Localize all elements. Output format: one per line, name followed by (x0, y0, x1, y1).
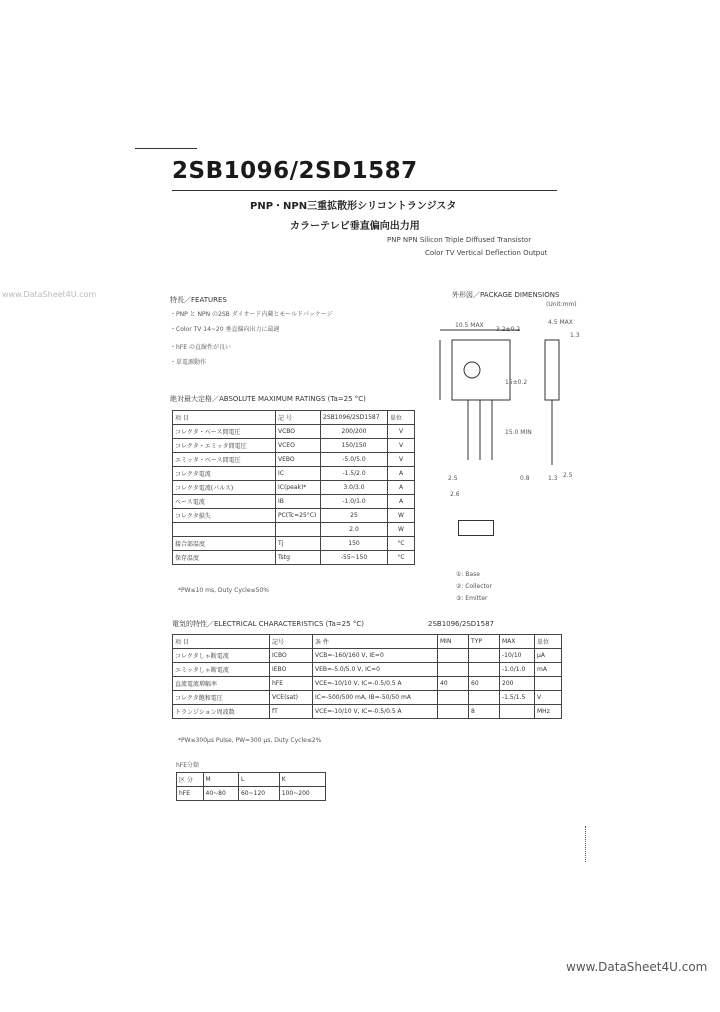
feature-item: ・PNP と NPN の2SB ダイオード内蔵とモールドパッケージ (170, 311, 333, 318)
cell-symbol: IB (276, 495, 321, 509)
table-row (173, 523, 415, 537)
dim-label: 3.2±0.2 (496, 326, 521, 333)
title-rule (172, 190, 557, 191)
cell-unit (535, 677, 562, 691)
col-header: 条 件 (313, 635, 438, 649)
cell-unit: °C (388, 537, 415, 551)
feature-item: ・単電源動作 (170, 359, 207, 366)
electrical-part-label: 2SB1096/2SD1587 (428, 620, 494, 628)
cell-unit: V (535, 691, 562, 705)
cell-symbol: VCEO (276, 439, 321, 453)
cell-value: 3.0/3.0 (321, 481, 388, 495)
abs-max-table (172, 410, 415, 565)
cell-symbol: IC (276, 467, 321, 481)
col-header: MIN (438, 635, 469, 649)
features-heading: 特長／FEATURES (170, 296, 227, 304)
table-header-row (177, 773, 326, 787)
cell-item: エミッタ・ベース間電圧 (173, 453, 276, 467)
pin-legend-collector: ②: Collector (456, 583, 492, 590)
feature-item: ・Color TV 14~20 垂直偏向出力に最適 (170, 326, 280, 333)
table-row (173, 691, 562, 705)
cell-unit: V (388, 453, 415, 467)
cell-symbol: Tj (276, 537, 321, 551)
cell-value: -1.5/2.0 (321, 467, 388, 481)
col-header: 項 目 (173, 411, 276, 425)
cell-unit: V (388, 439, 415, 453)
col-header: K (279, 773, 325, 787)
cell-condition: VEB=-5.0/5.0 V, IC=0 (313, 663, 438, 677)
col-header: MAX (500, 635, 535, 649)
cell-max: -1.0/1.0 (500, 663, 535, 677)
cell-item: 直流電流増幅率 (173, 677, 270, 691)
watermark-bottom[interactable]: www.DataSheet4U.com (566, 960, 708, 974)
cell-unit: °C (388, 551, 415, 565)
cell-max: 200 (500, 677, 535, 691)
cell-item: コレクタ・エミッタ間電圧 (173, 439, 276, 453)
subtitle-en-2: Color TV Vertical Deflection Output (425, 249, 548, 257)
cell-label: hFE (177, 787, 204, 801)
cell-value: 60~120 (238, 787, 279, 801)
pin-legend-base: ①: Base (456, 571, 480, 578)
col-header: 単位 (388, 411, 415, 425)
cell-item: コレクタ電流 (173, 467, 276, 481)
cell-symbol: VEBO (276, 453, 321, 467)
hfe-rank-heading: hFE分類 (176, 762, 200, 769)
table-row (177, 787, 326, 801)
cell-item: コレクタ・ベース間電圧 (173, 425, 276, 439)
dim-label: 4.5 MAX (548, 319, 573, 326)
dim-label: 2.5 (563, 472, 573, 479)
cell-item: 接合部温度 (173, 537, 276, 551)
cell-value: 40~80 (203, 787, 238, 801)
cell-unit: A (388, 467, 415, 481)
subtitle-jp-2: カラーテレビ垂直偏向出力用 (290, 221, 420, 232)
cell-symbol: ICBO (270, 649, 313, 663)
table-row (173, 649, 562, 663)
dim-label: 2.5 (448, 475, 458, 482)
table-row (173, 439, 415, 453)
table-row (173, 495, 415, 509)
cell-unit: MHz (535, 705, 562, 719)
table-row (173, 453, 415, 467)
cell-symbol (276, 523, 321, 537)
mounting-hole (464, 362, 480, 378)
package-body-front (452, 340, 510, 400)
cell-typ (469, 649, 500, 663)
cell-item: 保存温度 (173, 551, 276, 565)
table-row (173, 481, 415, 495)
cell-condition: VCE=-10/10 V, IC=-0.5/0.5 A (313, 677, 438, 691)
table-row (173, 677, 562, 691)
cell-min (438, 691, 469, 705)
electrical-heading: 電気的特性／ELECTRICAL CHARACTERISTICS (Ta=25 °C) (172, 620, 364, 628)
top-rule (135, 148, 197, 149)
cell-item: エミッタしゃ断電流 (173, 663, 270, 677)
cell-item: コレクタ損失 (173, 509, 276, 523)
cell-min (438, 663, 469, 677)
cell-unit: mA (535, 663, 562, 677)
package-unit: (Unit:mm) (546, 301, 577, 308)
cell-symbol: VCE(sat) (270, 691, 313, 705)
cell-symbol: VCBO (276, 425, 321, 439)
dim-label: 1.3 (548, 475, 558, 482)
cell-condition: VCB=-160/160 V, IE=0 (313, 649, 438, 663)
cell-symbol: PC(Tc=25°C) (276, 509, 321, 523)
watermark-top[interactable]: www.DataSheet4U.com (2, 290, 97, 299)
cell-condition: VCE=-10/10 V, IC=-0.5/0.5 A (313, 705, 438, 719)
table-row (173, 705, 562, 719)
cell-typ (469, 663, 500, 677)
col-header: 区 分 (177, 773, 204, 787)
dim-label: 1.3 (570, 332, 580, 339)
cell-typ (469, 691, 500, 705)
cell-value: 2.0 (321, 523, 388, 537)
cell-unit: A (388, 481, 415, 495)
cell-value: -5.0/5.0 (321, 453, 388, 467)
dim-label: 15±0.2 (505, 379, 528, 386)
dim-label: 2.6 (450, 491, 460, 498)
dim-label: 0.8 (520, 475, 530, 482)
margin-mark (585, 826, 587, 862)
table-row (173, 509, 415, 523)
cell-condition: IC=-500/500 mA, IB=-50/50 mA (313, 691, 438, 705)
cell-min: 40 (438, 677, 469, 691)
cell-unit: W (388, 509, 415, 523)
package-bottom-view (458, 520, 494, 536)
cell-symbol: IC(peak)* (276, 481, 321, 495)
cell-value: 100~200 (279, 787, 325, 801)
subtitle-jp-1: PNP・NPN三重拡散形シリコントランジスタ (250, 201, 457, 212)
cell-max: -1.5/1.5 (500, 691, 535, 705)
table-row (173, 467, 415, 481)
feature-item: ・hFE の直線性が良い (170, 344, 231, 351)
cell-item: コレクタ飽和電圧 (173, 691, 270, 705)
cell-symbol: IEBO (270, 663, 313, 677)
dim-label: 15.0 MIN (505, 429, 532, 436)
col-header: 2SB1096/2SD1587 (321, 411, 388, 425)
cell-unit: V (388, 425, 415, 439)
cell-unit: A (388, 495, 415, 509)
cell-symbol: hFE (270, 677, 313, 691)
cell-typ: 60 (469, 677, 500, 691)
col-header: 項 目 (173, 635, 270, 649)
table-header-row (173, 635, 562, 649)
cell-item: トランジション周波数 (173, 705, 270, 719)
table-row (173, 537, 415, 551)
table-row (173, 425, 415, 439)
cell-max: -10/10 (500, 649, 535, 663)
col-header: 単位 (535, 635, 562, 649)
cell-value: 150/150 (321, 439, 388, 453)
table-row (173, 551, 415, 565)
package-heading: 外形図／PACKAGE DIMENSIONS (452, 291, 560, 299)
hfe-rank-table (176, 772, 326, 801)
cell-symbol: fT (270, 705, 313, 719)
page-title: 2SB1096/2SD1587 (172, 158, 418, 184)
pin-legend-emitter: ③: Emitter (456, 595, 488, 602)
cell-value: -55~150 (321, 551, 388, 565)
cell-value: 150 (321, 537, 388, 551)
abs-max-heading: 絶対最大定格／ABSOLUTE MAXIMUM RATINGS (Ta=25 °C) (170, 395, 366, 403)
cell-symbol: Tstg (276, 551, 321, 565)
table-row (173, 663, 562, 677)
cell-value: 25 (321, 509, 388, 523)
cell-unit: μA (535, 649, 562, 663)
table-header-row (173, 411, 415, 425)
cell-min (438, 705, 469, 719)
col-header: L (238, 773, 279, 787)
col-header: 記号 (270, 635, 313, 649)
electrical-table (172, 634, 562, 719)
cell-unit: W (388, 523, 415, 537)
cell-item: ベース電流 (173, 495, 276, 509)
dim-label: 10.5 MAX (455, 322, 484, 329)
electrical-note: *PW≤300μs Pulse, PW=300 μs, Duty Cycle≤2% (178, 737, 322, 744)
col-header: M (203, 773, 238, 787)
cell-value: 200/200 (321, 425, 388, 439)
cell-value: -1.0/1.0 (321, 495, 388, 509)
abs-max-note: *PW≤10 ms, Duty Cycle≤50% (178, 587, 269, 594)
cell-item: コレクタ電流(パルス) (173, 481, 276, 495)
cell-max (500, 705, 535, 719)
cell-item: コレクタしゃ断電流 (173, 649, 270, 663)
cell-item (173, 523, 276, 537)
package-body-side (545, 340, 559, 400)
col-header: TYP (469, 635, 500, 649)
cell-typ: 8 (469, 705, 500, 719)
col-header: 記 号 (276, 411, 321, 425)
subtitle-en-1: PNP NPN Silicon Triple Diffused Transistor (387, 236, 532, 244)
cell-min (438, 649, 469, 663)
